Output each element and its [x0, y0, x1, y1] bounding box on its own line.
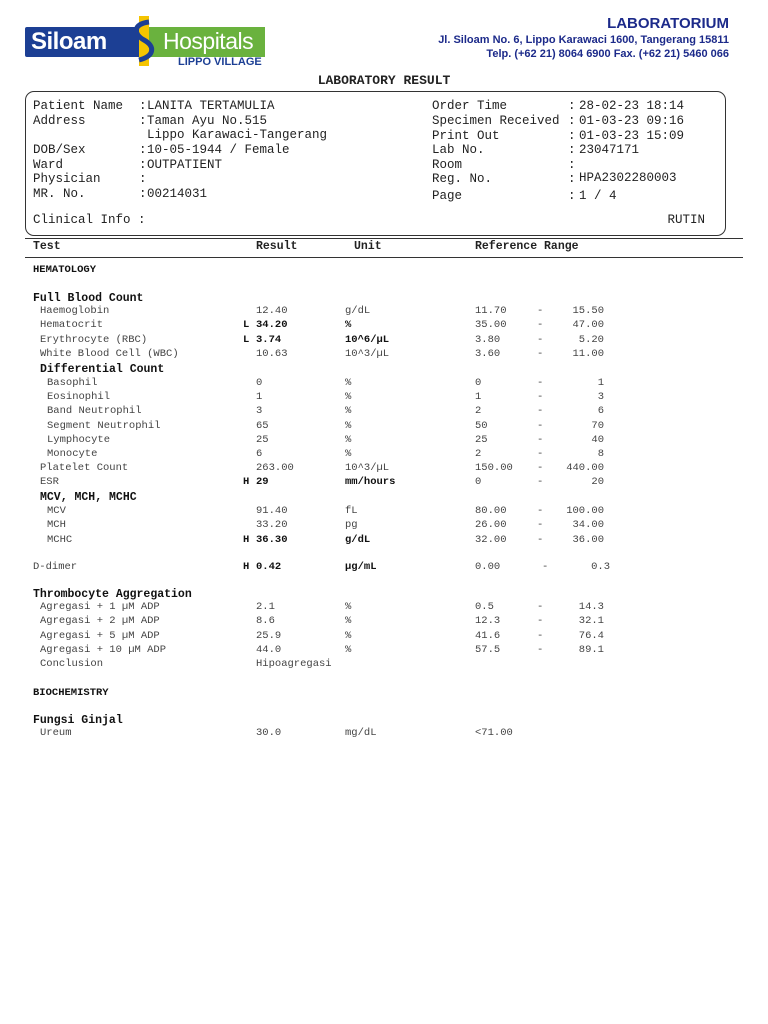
colon: : — [139, 114, 147, 128]
reference-dash: - — [537, 319, 544, 331]
result-flag: L — [243, 319, 250, 331]
test-name: Conclusion — [40, 658, 104, 670]
col-header-test: Test — [33, 240, 61, 253]
test-name: Ureum — [40, 727, 72, 739]
result-value: 10.63 — [256, 348, 288, 360]
test-name: Band Neutrophil — [47, 405, 142, 417]
header-rule-top — [25, 238, 743, 239]
lab-address — [438, 33, 729, 61]
result-unit: g/dL — [345, 534, 371, 546]
test-name: Segment Neutrophil — [47, 420, 161, 432]
colon: : — [568, 99, 576, 113]
result-value: 0 — [256, 377, 263, 389]
section-mcv-mch-mchc: MCV, MCH, MCHC — [40, 491, 137, 504]
page-number: 1 / 4 — [579, 189, 617, 203]
result-value: Hipoagregasi — [256, 658, 332, 670]
document-title: LABORATORY RESULT — [317, 73, 451, 88]
label-room: Room — [432, 158, 463, 172]
test-name: Lymphocyte — [47, 434, 111, 446]
colon: : — [139, 172, 147, 186]
logo-emblem-icon — [129, 14, 159, 68]
reference-low: 12.3 — [475, 615, 501, 627]
logo-name: Siloam — [31, 28, 107, 55]
reference-dash: - — [537, 630, 544, 642]
reference-dash: - — [537, 391, 544, 403]
test-name: Eosinophil — [47, 391, 111, 403]
result-flag: H — [243, 476, 250, 488]
result-unit: % — [345, 448, 352, 460]
patient-name: LANITA TERTAMULIA — [147, 99, 275, 113]
section-hematology: HEMATOLOGY — [33, 264, 97, 276]
patient-dob: 10-05-1944 / Female — [147, 143, 290, 157]
reference-high: 1 — [597, 377, 604, 389]
test-name: Haemoglobin — [40, 305, 110, 317]
logo-branch: LIPPO VILLAGE — [178, 56, 262, 68]
label-page: Page — [432, 189, 463, 203]
label-mr: MR. No. — [33, 187, 86, 201]
lab-title: LABORATORIUM — [607, 15, 729, 32]
reference-high: 3 — [597, 391, 604, 403]
test-name: MCHC — [47, 534, 73, 546]
test-name: D-dimer — [33, 561, 78, 573]
result-unit: % — [345, 644, 352, 656]
reference-high: 32.1 — [578, 615, 604, 627]
colon: : — [139, 187, 147, 201]
reference-high: 14.3 — [578, 601, 604, 613]
patient-address-1: Taman Ayu No.515 — [147, 114, 268, 128]
test-name: ESR — [40, 476, 59, 488]
reference-low: 1 — [475, 391, 482, 403]
reference-dash: - — [537, 534, 544, 546]
label-physician: Physician — [33, 172, 101, 186]
result-unit: 10^3/µL — [345, 462, 390, 474]
result-unit: % — [345, 319, 352, 331]
reference-high: 20 — [591, 476, 604, 488]
result-value: 44.0 — [256, 644, 282, 656]
reference-high: 34.00 — [572, 519, 604, 531]
result-value: 91.40 — [256, 505, 288, 517]
siloam-logo — [25, 14, 265, 68]
section-full-blood-count: Full Blood Count — [33, 292, 144, 305]
result-unit: % — [345, 391, 352, 403]
reference-low: 50 — [475, 420, 488, 432]
label-address: Address — [33, 114, 86, 128]
reference-high: 100.00 — [566, 505, 604, 517]
patient-address-2: Lippo Karawaci-Tangerang — [147, 128, 328, 142]
test-name: Agregasi + 2 µM ADP — [40, 615, 160, 627]
test-name: Platelet Count — [40, 462, 129, 474]
reference-low: 57.5 — [475, 644, 501, 656]
colon: : — [568, 172, 576, 186]
result-unit: mg/dL — [345, 727, 377, 739]
reference-low: 35.00 — [475, 319, 507, 331]
patient-ward: OUTPATIENT — [147, 158, 223, 172]
address-line-1: Jl. Siloam No. 6, Lippo Karawaci 1600, Tangerang 15811 — [438, 34, 729, 46]
reference-dash: - — [537, 519, 544, 531]
colon: : — [568, 114, 576, 128]
reference-dash: - — [537, 448, 544, 460]
reference-high: 76.4 — [578, 630, 604, 642]
result-flag: H — [243, 534, 250, 546]
reference-low: 0.5 — [475, 601, 494, 613]
result-value: 0.42 — [256, 561, 282, 573]
result-unit: µg/mL — [345, 561, 377, 573]
reference-low: 0.00 — [475, 561, 501, 573]
result-unit: % — [345, 630, 352, 642]
result-unit: mm/hours — [345, 476, 396, 488]
reference-low: 2 — [475, 405, 482, 417]
reference-low: 3.60 — [475, 348, 501, 360]
result-unit: g/dL — [345, 305, 371, 317]
reference-dash: - — [537, 644, 544, 656]
result-value: 12.40 — [256, 305, 288, 317]
reference-high: 8 — [597, 448, 604, 460]
reference-dash: - — [537, 505, 544, 517]
test-name: Basophil — [47, 377, 98, 389]
result-value: 36.30 — [256, 534, 288, 546]
colon: : — [139, 143, 147, 157]
result-value: 2.1 — [256, 601, 275, 613]
result-value: 30.0 — [256, 727, 282, 739]
reference-low: 2 — [475, 448, 482, 460]
result-flag: H — [243, 561, 250, 573]
result-value: 65 — [256, 420, 269, 432]
reference-high: 89.1 — [578, 644, 604, 656]
reference-high: 5.20 — [578, 334, 604, 346]
result-value: 8.6 — [256, 615, 275, 627]
reference-low: 0 — [475, 476, 482, 488]
test-name: MCV — [47, 505, 66, 517]
label-specimen-received: Specimen Received — [432, 114, 560, 128]
reference-dash: - — [537, 476, 544, 488]
reference-dash: - — [537, 348, 544, 360]
section-thrombocyte-aggregation: Thrombocyte Aggregation — [33, 588, 192, 601]
reference-high: 40 — [591, 434, 604, 446]
reference-dash: - — [537, 305, 544, 317]
reference-dash: - — [542, 561, 549, 573]
result-unit: % — [345, 405, 352, 417]
print-out: 01-03-23 15:09 — [579, 129, 685, 143]
colon: : — [139, 99, 147, 113]
label-reg-no: Reg. No. — [432, 172, 493, 186]
reference-low: 11.70 — [475, 305, 507, 317]
clinical-info-value: RUTIN — [667, 213, 705, 227]
test-name: MCH — [47, 519, 66, 531]
reference-high: 440.00 — [566, 462, 604, 474]
reference-dash: - — [537, 334, 544, 346]
header-rule-bottom — [25, 257, 743, 258]
result-value: 25 — [256, 434, 269, 446]
reference-high: 0.3 — [591, 561, 610, 573]
test-name: Agregasi + 5 µM ADP — [40, 630, 160, 642]
result-flag: L — [243, 334, 250, 346]
label-patient-name: Patient Name — [33, 99, 124, 113]
label-clinical-info: Clinical Info : — [33, 213, 146, 227]
result-value: 6 — [256, 448, 263, 460]
label-order-time: Order Time — [432, 99, 508, 113]
reference-high: 47.00 — [572, 319, 604, 331]
label-lab-no: Lab No. — [432, 143, 485, 157]
colon: : — [568, 158, 576, 172]
test-name: Erythrocyte (RBC) — [40, 334, 148, 346]
order-time: 28-02-23 18:14 — [579, 99, 685, 113]
reference-dash: - — [537, 405, 544, 417]
reference-low: 26.00 — [475, 519, 507, 531]
label-ward: Ward — [33, 158, 64, 172]
section-fungsi-ginjal: Fungsi Ginjal — [33, 714, 123, 727]
result-unit: pg — [345, 519, 358, 531]
reference-low: 150.00 — [475, 462, 513, 474]
result-unit: 10^6/µL — [345, 334, 390, 346]
result-unit: % — [345, 615, 352, 627]
result-value: 33.20 — [256, 519, 288, 531]
reference-low: 3.80 — [475, 334, 501, 346]
reference-low: 0 — [475, 377, 482, 389]
section-differential-count: Differential Count — [40, 363, 165, 376]
colon: : — [139, 158, 147, 172]
result-unit: 10^3/µL — [345, 348, 390, 360]
reference-low: 41.6 — [475, 630, 501, 642]
patient-mr: 00214031 — [147, 187, 208, 201]
result-value: 3 — [256, 405, 263, 417]
result-value: 25.9 — [256, 630, 282, 642]
reference-high: 15.50 — [572, 305, 604, 317]
logo-hospitals: Hospitals — [163, 28, 254, 54]
result-unit: % — [345, 377, 352, 389]
result-value: 263.00 — [256, 462, 294, 474]
col-header-unit: Unit — [354, 240, 382, 253]
section-biochemistry: BIOCHEMISTRY — [33, 687, 109, 699]
label-dob: DOB/Sex — [33, 143, 86, 157]
col-header-result: Result — [256, 240, 298, 253]
reference-dash: - — [537, 615, 544, 627]
address-line-2: Telp. (+62 21) 8064 6900 Fax. (+62 21) 5460 066 — [486, 48, 729, 60]
test-name: Hematocrit — [40, 319, 104, 331]
test-name: Agregasi + 10 µM ADP — [40, 644, 167, 656]
result-value: 1 — [256, 391, 263, 403]
label-print-out: Print Out — [432, 129, 500, 143]
reference-dash: - — [537, 462, 544, 474]
result-value: 3.74 — [256, 334, 282, 346]
reference-dash: - — [537, 434, 544, 446]
reg-no: HPA2302280003 — [579, 171, 677, 185]
reference-high: 36.00 — [572, 534, 604, 546]
specimen-received: 01-03-23 09:16 — [579, 114, 685, 128]
reference-low: 32.00 — [475, 534, 507, 546]
reference-low: 80.00 — [475, 505, 507, 517]
colon: : — [568, 189, 576, 203]
reference-dash: - — [537, 377, 544, 389]
reference-low: <71.00 — [475, 727, 513, 739]
lab-no: 23047171 — [579, 143, 640, 157]
reference-dash: - — [537, 420, 544, 432]
test-name: Agregasi + 1 µM ADP — [40, 601, 160, 613]
result-unit: fL — [345, 505, 358, 517]
col-header-reference: Reference Range — [475, 240, 579, 253]
result-value: 29 — [256, 476, 269, 488]
test-name: Monocyte — [47, 448, 98, 460]
reference-high: 70 — [591, 420, 604, 432]
reference-dash: - — [537, 601, 544, 613]
colon: : — [568, 129, 576, 143]
reference-high: 6 — [597, 405, 604, 417]
reference-high: 11.00 — [572, 348, 604, 360]
result-unit: % — [345, 601, 352, 613]
result-unit: % — [345, 420, 352, 432]
reference-low: 25 — [475, 434, 488, 446]
test-name: White Blood Cell (WBC) — [40, 348, 179, 360]
colon: : — [568, 143, 576, 157]
result-unit: % — [345, 434, 352, 446]
result-value: 34.20 — [256, 319, 288, 331]
